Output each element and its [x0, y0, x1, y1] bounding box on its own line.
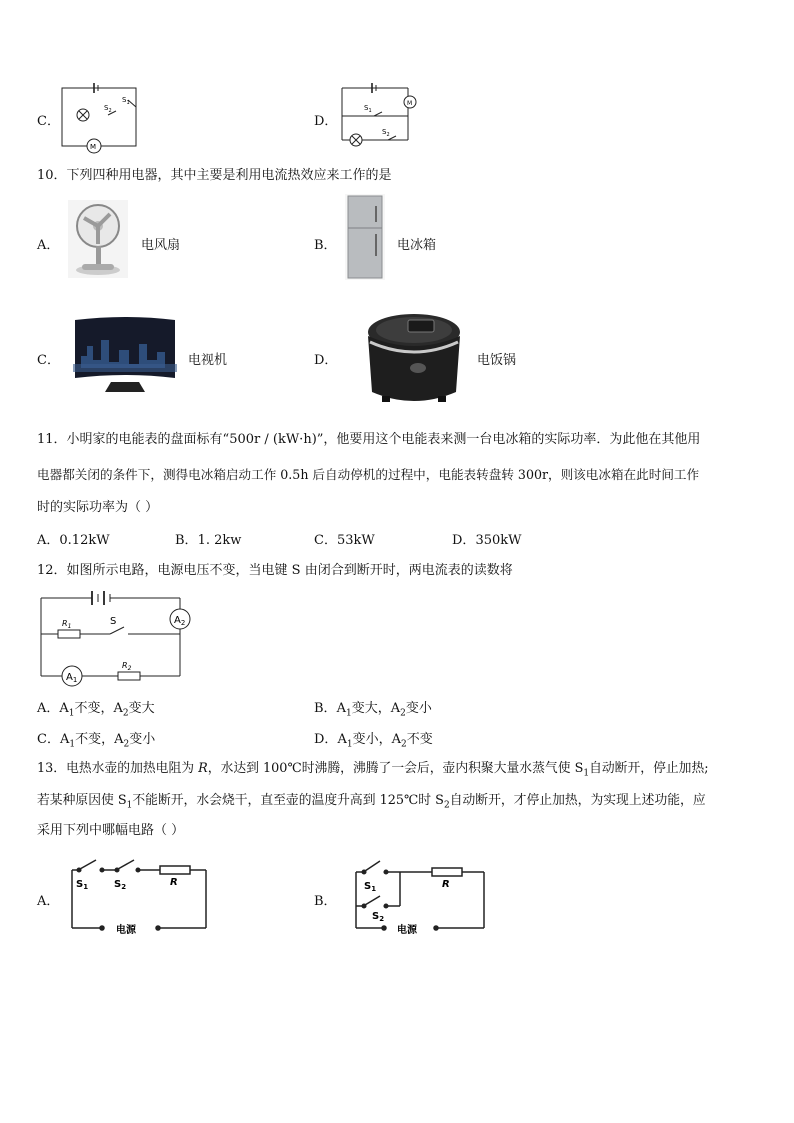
q12-option-c: C．$A_1$不变，$A_2$变小 [37, 732, 156, 750]
q9-circuit-c [58, 80, 140, 154]
q10-option-b-label: B． [314, 238, 337, 253]
q11-option-b: B．1. 2kw [175, 533, 242, 548]
q13-option-a-label: A． [37, 894, 60, 909]
svg-text:S1 [364, 104, 372, 114]
q12-r1-sub: 1 [67, 623, 72, 630]
q10-option-a-text: 电风扇 [141, 238, 181, 253]
q9c-motor-label: M [90, 143, 97, 151]
q12-option-b: B．$A_1$变大，$A_2$变小 [314, 701, 432, 719]
q9c-s1: S [122, 96, 127, 104]
q12-a2: A [174, 615, 181, 626]
q12-circuit-diagram [38, 588, 194, 690]
q9c-s1-sub: 1 [126, 100, 130, 106]
q10-option-a-label: A． [37, 238, 60, 253]
q11-line1 [37, 431, 700, 449]
q9c-s2: S [104, 104, 109, 112]
svg-text:R1 [62, 619, 71, 630]
refrigerator-image [345, 194, 385, 280]
svg-text:S2 [382, 128, 390, 138]
q13a-power-label: 电源 [116, 925, 136, 936]
q13a-s2-sub: 2 [121, 883, 127, 891]
q13b-r: R [442, 879, 450, 890]
q9d-motor-label: M [407, 100, 413, 107]
q9d-s2-sub: 2 [386, 132, 390, 138]
q13a-r: R [170, 877, 178, 888]
q12-switch-label: S [110, 616, 117, 627]
television-image [73, 316, 177, 394]
rice-cooker-image [362, 306, 466, 410]
q13b-power-label: 电源 [397, 925, 417, 936]
q11-option-d: D．350kW [452, 533, 522, 548]
q12-r2-sub: 2 [127, 665, 132, 672]
q11-line2: 电器都关闭的条件下，测得电冰箱启动工作 0.5h 后自动停机的过程中，电能表转盘转 300r，则该电冰箱在此时间工作 [37, 467, 700, 482]
q11-meter-unit: 500r / (kW·h) [229, 432, 317, 447]
q13b-s2: S [372, 911, 380, 922]
q11-line1-a: 11．小明家的电能表的盘面标有“ [37, 432, 230, 447]
q13a-s1-sub: 1 [83, 883, 89, 891]
q9-circuit-d [336, 82, 422, 154]
q10-stem: 10．下列四种用电器，其中主要是利用电流热效应来工作的是 [37, 168, 392, 183]
q12-a2-sub: 2 [180, 619, 186, 627]
svg-text:R2 [122, 661, 132, 672]
q11-line1-b: ”，他要用这个电能表来测一台电冰箱的实际功率．为此他在其他用 [316, 432, 701, 447]
q10-option-b-text: 电冰箱 [397, 238, 437, 253]
q12-a1-sub: 1 [72, 676, 78, 684]
svg-text:S2 [104, 104, 112, 114]
q13a-s2: S [114, 879, 122, 890]
q13-line1: 13．电热水壶的加热电阻为 R，水达到 100℃时沸腾，沸腾了一会后，壶内积聚大量水蒸气使 $S_1$自动断开，停止加热; [37, 761, 709, 779]
q12-a1: A [66, 672, 73, 683]
q11-option-a: A．0.12kW [37, 533, 110, 548]
q10-option-d-text: 电饭锅 [477, 353, 517, 368]
q11-line3: 时的实际功率为（ ） [37, 500, 159, 515]
electric-fan-image [68, 200, 128, 278]
svg-text:S2 [114, 879, 126, 891]
svg-text:S1 [76, 879, 88, 891]
svg-text:S1 [122, 96, 130, 106]
q9d-s1: S [364, 104, 369, 112]
q9c-s2-sub: 2 [108, 108, 112, 114]
q13-option-b-label: B． [314, 894, 337, 909]
q12-option-a: A．$A_1$不变，$A_2$变大 [37, 701, 155, 719]
svg-text:S2 [372, 911, 384, 923]
q9d-s2: S [382, 128, 387, 136]
q12-r2: R [122, 661, 128, 670]
q12-option-d: D．$A_1$变小，$A_2$不变 [314, 732, 433, 750]
q12-stem: 12．如图所示电路，电源电压不变，当电键 S 由闭合到断开时，两电流表的读数将 [37, 563, 513, 578]
q13a-s1: S [76, 879, 84, 890]
q13b-s1: S [364, 881, 372, 892]
q10-option-d-label: D． [314, 353, 338, 368]
q13-circuit-a [66, 856, 212, 940]
q9-option-d-label: D． [314, 114, 338, 129]
q13-circuit-b [342, 856, 488, 940]
q9-option-c-label: C． [37, 114, 60, 129]
q12-r1: R [62, 619, 68, 628]
q11-option-c: C．53kW [314, 533, 375, 548]
q13b-s1-sub: 1 [371, 885, 377, 893]
q10-option-c-text: 电视机 [188, 353, 228, 368]
q13-line2: 若某种原因使 $S_1$不能断开，水会烧干，直至壶的温度升高到 125℃时 $S_2$自动断开，才停止加热，为实现上述功能，应 [37, 793, 706, 811]
q13b-s2-sub: 2 [379, 915, 385, 923]
q10-option-c-label: C． [37, 353, 60, 368]
svg-text:S1 [364, 881, 376, 893]
q13-line3: 采用下列中哪幅电路（ ） [37, 823, 185, 838]
q9d-s1-sub: 1 [368, 108, 372, 114]
